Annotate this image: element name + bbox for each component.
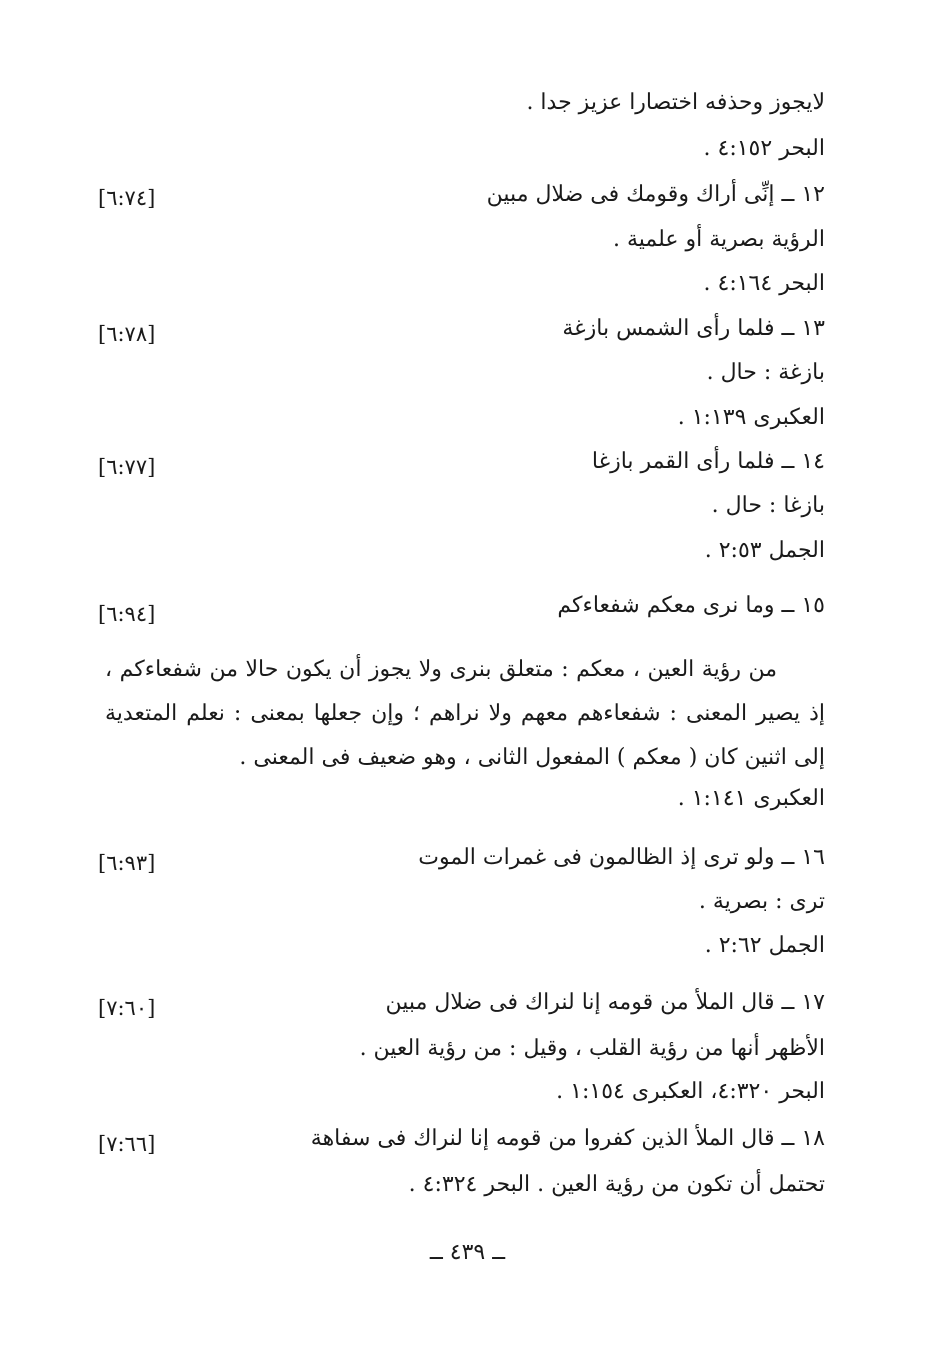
citation-line: العكبرى ١:١٤١ . (677, 786, 825, 811)
verse-line: ١٥ ــ وما نرى معكم شفعاءكم (557, 593, 825, 618)
citation-line: البحر ٤:١٦٤ . (703, 271, 825, 296)
verse-reference: [٦:٧٨] (98, 322, 156, 346)
verse-line: ١٢ ــ إنِّى أراك وقومك فى ضلال مبين (486, 182, 825, 207)
verse-reference: [٦:٩٤] (98, 602, 156, 626)
citation-line: العكبرى ١:١٣٩ . (677, 405, 825, 430)
text-line: تحتمل أن تكون من رؤية العين . البحر ٤:٣٢٤ . (408, 1172, 825, 1197)
verse-line: ١٧ ــ قال الملأ من قومه إنا لنراك فى ضلال مبين (385, 990, 825, 1015)
text-line: لايجوز وحذفه اختصارا عزيز جدا . (526, 90, 825, 115)
citation-line: البحر ٤:٣٢٠، العكبرى ١:١٥٤ . (556, 1079, 825, 1104)
text-line: بازغة : حال . (706, 360, 825, 385)
page-number: ــ ٤٣٩ ــ (429, 1240, 506, 1265)
paragraph-text: من رؤية العين ، معكم : متعلق بنرى ولا يجوز أن يكون حالا من شفعاءكم ، إذ يصير المعنى : شفعاءهم معهم ولا نراهم ؛ وإن جعلها بمعنى : نعلم المتعدية إلى اثنين كان ( معكم ) المفعول الثانى ، وهو ضعيف فى المعنى . (105, 657, 825, 770)
verse-line: ١٨ ــ قال الملأ الذين كفروا من قومه إنا لنراك فى سفاهة (310, 1126, 825, 1151)
text-line: بازغا : حال . (711, 493, 825, 518)
citation-line: الجمل ٢:٥٣ . (704, 538, 825, 563)
verse-reference: [٦:٧٧] (98, 455, 156, 479)
text-line: ترى : بصرية . (698, 889, 825, 914)
verse-line: ١٤ ــ فلما رأى القمر بازغا (591, 449, 825, 474)
verse-reference: [٧:٦٦] (98, 1132, 156, 1156)
verse-line: ١٣ ــ فلما رأى الشمس بازغة (562, 316, 825, 341)
verse-line: ١٦ ــ ولو ترى إذ الظالمون فى غمرات الموت (418, 845, 825, 870)
text-line: الرؤية بصرية أو علمية . (612, 227, 825, 252)
verse-reference: [٦:٩٣] (98, 851, 156, 875)
verse-reference: [٦:٧٤] (98, 186, 156, 210)
citation-line: البحر ٤:١٥٢ . (703, 136, 825, 161)
citation-line: الجمل ٢:٦٢ . (704, 933, 825, 958)
verse-reference: [٧:٦٠] (98, 996, 156, 1020)
commentary-paragraph (105, 648, 825, 780)
text-line: الأظهر أنها من رؤية القلب ، وقيل : من رؤية العين . (359, 1036, 825, 1061)
